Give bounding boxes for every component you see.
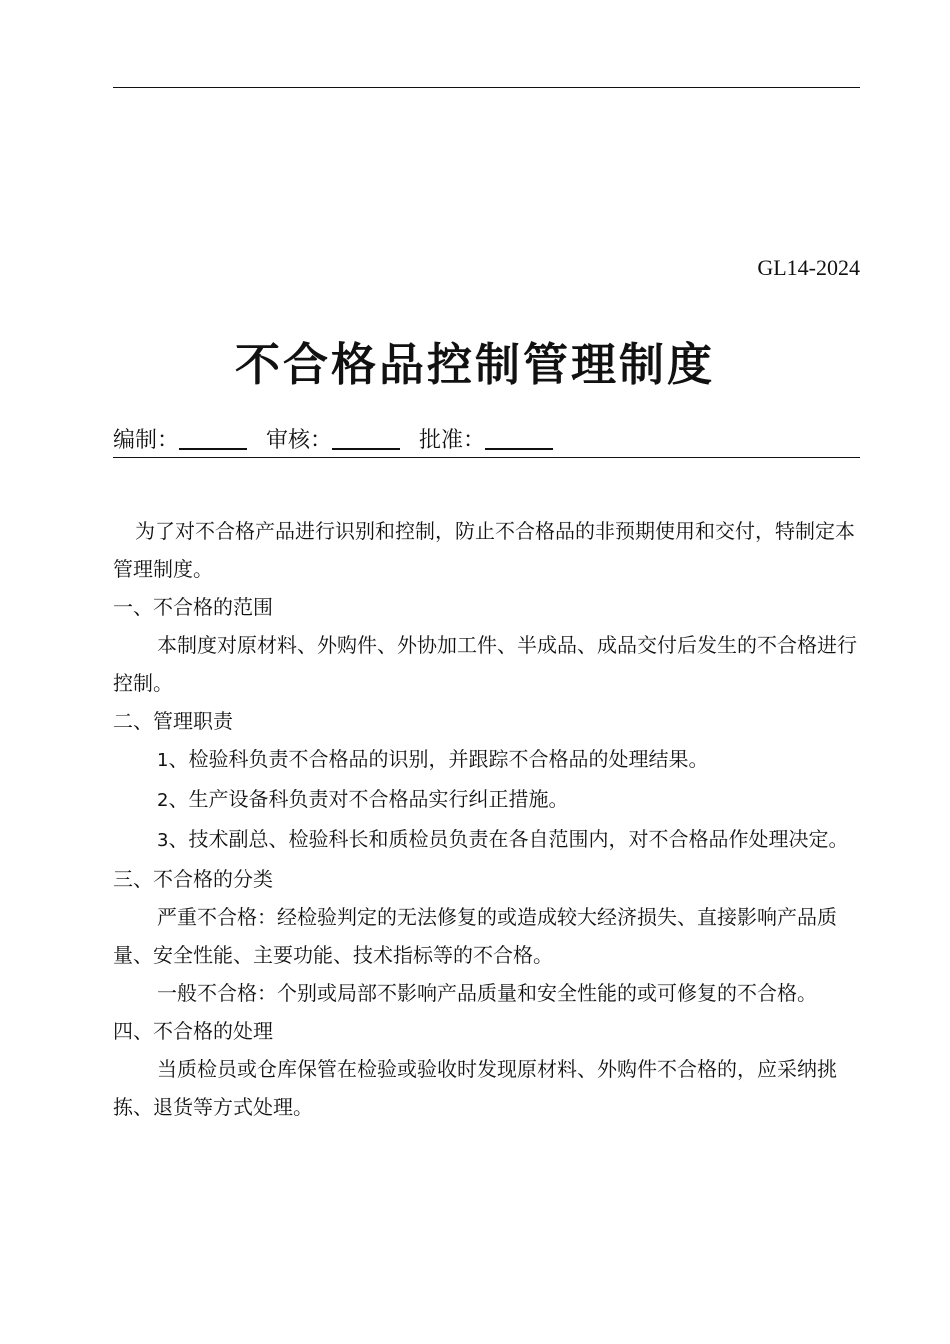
signature-row	[113, 425, 860, 458]
serious-nonconformity-paragraph: 严重不合格：经检验判定的无法修复的或造成较大经济损失、直接影响产品质量、安全性能、主要功能、技术指标等的不合格。	[113, 905, 837, 967]
duty-item-number: 3	[157, 830, 169, 851]
section-heading-classification: 三、不合格的分类	[113, 867, 273, 891]
duty-item	[113, 740, 860, 780]
duty-item	[113, 820, 860, 860]
duty-item-text: 、生产设备科负责对不合格品实行纠正措施。	[168, 787, 569, 811]
intro-paragraph: 为了对不合格产品进行识别和控制，防止不合格品的非预期使用和交付，特制定本管理制度。	[113, 519, 855, 581]
duty-item	[113, 780, 860, 820]
duty-item-text: 、检验科负责不合格品的识别，并跟踪不合格品的处理结果。	[168, 747, 709, 771]
approve-label: 批准：	[419, 428, 486, 453]
document-code: GL14-2024	[757, 255, 860, 280]
section-heading-duties: 二、管理职责	[113, 709, 233, 733]
document-title: 不合格品控制管理制度	[234, 338, 715, 391]
review-blank	[332, 426, 400, 450]
handling-paragraph: 当质检员或仓库保管在检验或验收时发现原材料、外购件不合格的，应采纳挑拣、退货等方式处理。	[113, 1057, 837, 1119]
general-nonconformity-paragraph: 一般不合格：个别或局部不影响产品质量和安全性能的或可修复的不合格。	[157, 981, 817, 1005]
document-body	[113, 512, 860, 1126]
compile-blank	[179, 426, 247, 450]
duty-item-number: 2	[157, 790, 169, 811]
approve-blank	[485, 426, 553, 450]
compile-label: 编制：	[113, 428, 180, 453]
section-heading-handling: 四、不合格的处理	[113, 1019, 273, 1043]
review-label: 审核：	[266, 428, 333, 453]
duty-item-text: 、技术副总、检验科长和质检员负责在各自范围内，对不合格品作处理决定。	[168, 827, 849, 851]
header-rule	[113, 87, 860, 88]
scope-paragraph: 本制度对原材料、外购件、外协加工件、半成品、成品交付后发生的不合格进行控制。	[113, 633, 857, 695]
section-heading-scope: 一、不合格的范围	[113, 595, 273, 619]
duty-item-number: 1	[157, 750, 169, 771]
